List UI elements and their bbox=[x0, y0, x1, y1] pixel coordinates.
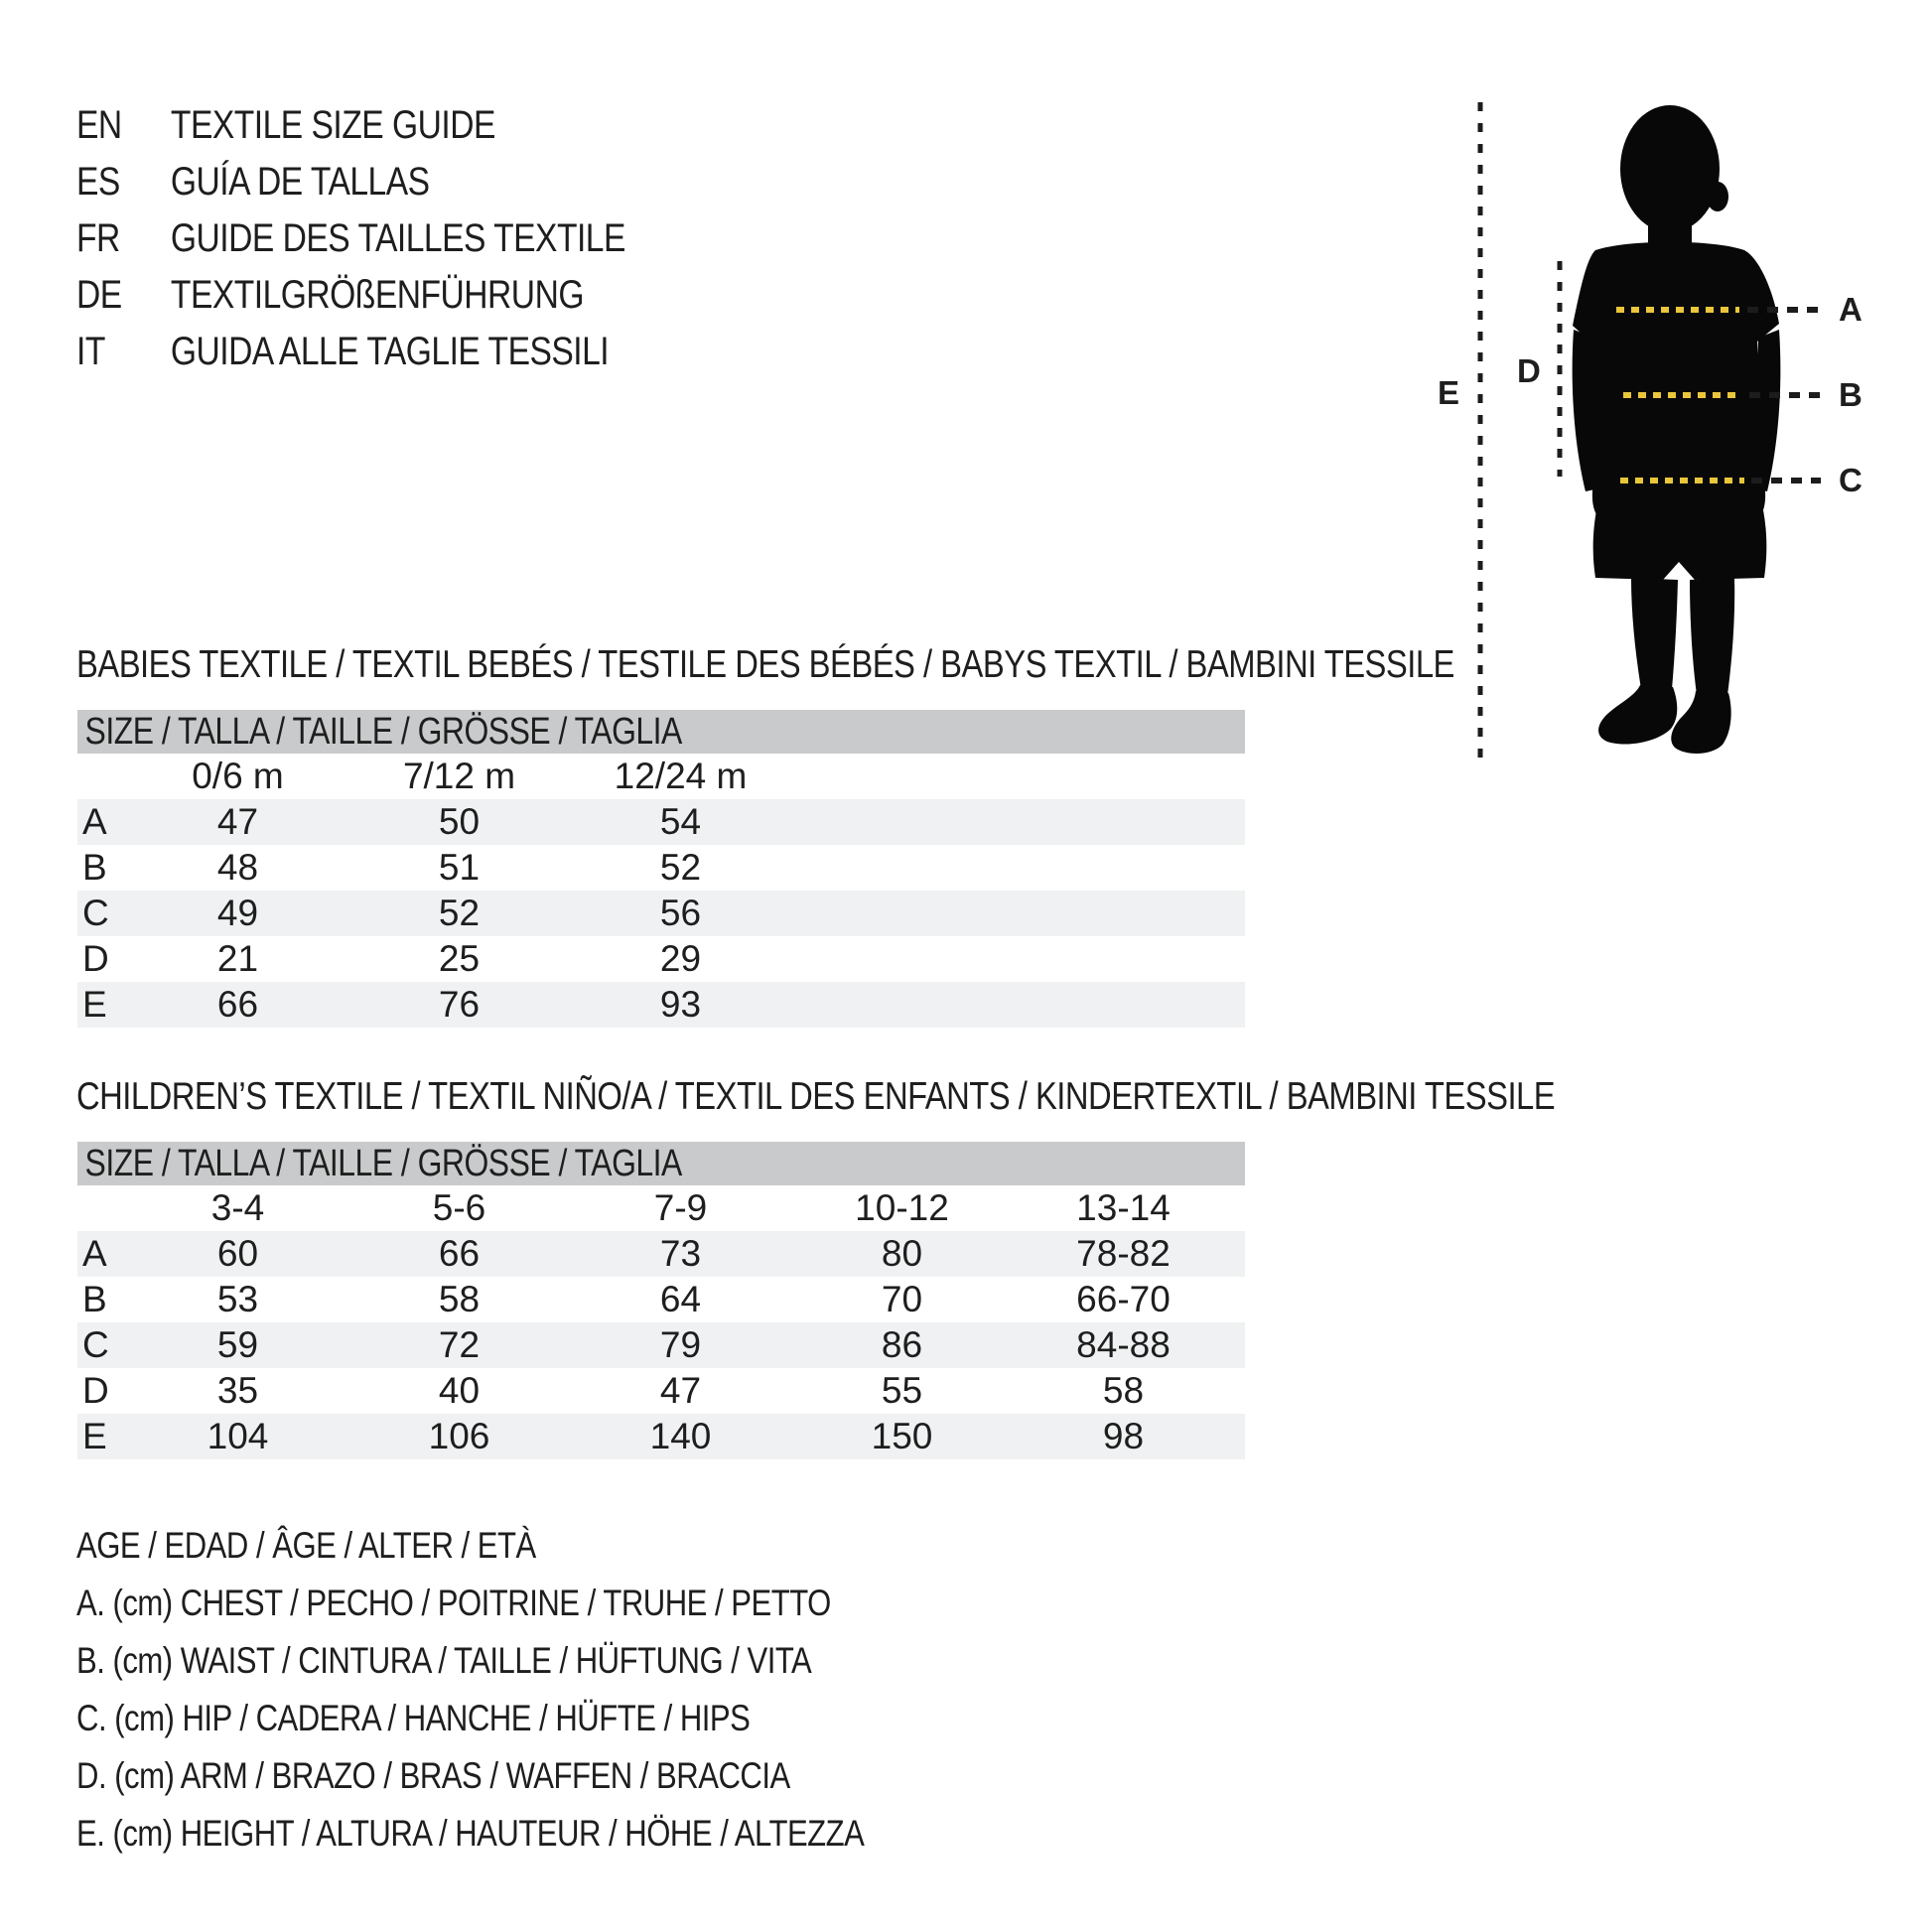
size-cell: 52 bbox=[438, 893, 481, 933]
column-header: 7/12 m bbox=[402, 756, 516, 796]
size-cell: 25 bbox=[438, 938, 481, 979]
size-cell: 50 bbox=[438, 801, 481, 842]
hip-line-label: C bbox=[1839, 462, 1863, 498]
language-row bbox=[76, 324, 625, 380]
table-row bbox=[77, 845, 1245, 891]
children-section-heading: CHILDREN’S TEXTILE / TEXTIL NIÑO/A / TEXTIL DES ENFANTS / KINDERTEXTIL / BAMBINI TESSILE bbox=[76, 1075, 1556, 1118]
size-cell: 52 bbox=[659, 847, 702, 888]
row-letter: E bbox=[82, 984, 107, 1025]
size-cell: 58 bbox=[1102, 1370, 1145, 1411]
size-cell: 78-82 bbox=[1076, 1233, 1171, 1274]
language-row bbox=[76, 154, 625, 210]
measurement-legend bbox=[76, 1517, 864, 1863]
row-letter: C bbox=[82, 1324, 109, 1365]
legend-line: E. (cm) HEIGHT / ALTURA / HAUTEUR / HÖHE / ALTEZZA bbox=[76, 1813, 865, 1854]
language-row bbox=[76, 97, 625, 154]
language-title: GUIDA ALLE TAGLIE TESSILI bbox=[170, 330, 610, 373]
row-letter: A bbox=[82, 801, 107, 842]
size-cell: 56 bbox=[659, 893, 702, 933]
size-cell: 64 bbox=[659, 1279, 702, 1319]
size-header-bar bbox=[77, 1142, 1245, 1185]
table-row bbox=[77, 982, 1245, 1028]
column-header-row bbox=[77, 1185, 1245, 1231]
size-cell: 60 bbox=[216, 1233, 259, 1274]
size-cell: 48 bbox=[216, 847, 259, 888]
legend-line: AGE / EDAD / ÂGE / ALTER / ETÀ bbox=[76, 1525, 536, 1566]
size-cell: 66 bbox=[438, 1233, 481, 1274]
legend-line: D. (cm) ARM / BRAZO / BRAS / WAFFEN / BRACCIA bbox=[76, 1755, 790, 1796]
row-letter: D bbox=[82, 938, 109, 979]
row-letter: E bbox=[82, 1416, 107, 1456]
size-cell: 80 bbox=[881, 1233, 923, 1274]
column-header: 3-4 bbox=[210, 1187, 265, 1228]
size-cell: 76 bbox=[438, 984, 481, 1025]
row-letter: B bbox=[82, 847, 107, 888]
language-title: TEXTILE SIZE GUIDE bbox=[170, 103, 495, 147]
language-code: FR bbox=[76, 216, 120, 260]
size-cell: 150 bbox=[871, 1416, 933, 1456]
size-cell: 104 bbox=[207, 1416, 269, 1456]
size-cell: 21 bbox=[216, 938, 259, 979]
language-code: EN bbox=[76, 103, 122, 147]
row-letter: D bbox=[82, 1370, 109, 1411]
size-cell: 47 bbox=[216, 801, 259, 842]
height-line-label: E bbox=[1438, 374, 1460, 411]
table-row bbox=[77, 891, 1245, 936]
chest-line-label: A bbox=[1839, 291, 1863, 328]
table-row bbox=[77, 1277, 1245, 1322]
column-header: 13-14 bbox=[1076, 1187, 1171, 1228]
size-cell: 66-70 bbox=[1076, 1279, 1171, 1319]
row-letter: A bbox=[82, 1233, 107, 1274]
size-cell: 54 bbox=[659, 801, 702, 842]
size-header-label: SIZE / TALLA / TAILLE / GRÖSSE / TAGLIA bbox=[84, 1142, 682, 1184]
children-size-table bbox=[77, 1142, 1245, 1459]
size-header-bar bbox=[77, 710, 1245, 754]
size-cell: 47 bbox=[659, 1370, 702, 1411]
table-row bbox=[77, 1414, 1245, 1459]
child-silhouette bbox=[1573, 105, 1781, 754]
language-row bbox=[76, 210, 625, 267]
column-header: 7-9 bbox=[653, 1187, 708, 1228]
language-title: GUÍA DE TALLAS bbox=[170, 160, 430, 204]
language-list bbox=[76, 97, 625, 380]
arm-line-label: D bbox=[1517, 352, 1541, 389]
babies-size-table bbox=[77, 710, 1245, 1028]
size-cell: 40 bbox=[438, 1370, 481, 1411]
language-code: DE bbox=[76, 273, 122, 317]
table-row bbox=[77, 799, 1245, 845]
size-cell: 49 bbox=[216, 893, 259, 933]
language-title: TEXTILGRÖßENFÜHRUNG bbox=[170, 273, 584, 317]
size-cell: 53 bbox=[216, 1279, 259, 1319]
table-row bbox=[77, 1322, 1245, 1368]
size-header-label: SIZE / TALLA / TAILLE / GRÖSSE / TAGLIA bbox=[84, 710, 682, 753]
table-row bbox=[77, 1231, 1245, 1277]
size-cell: 29 bbox=[659, 938, 702, 979]
row-letter: C bbox=[82, 893, 109, 933]
size-cell: 51 bbox=[438, 847, 481, 888]
size-cell: 79 bbox=[659, 1324, 702, 1365]
legend-line: B. (cm) WAIST / CINTURA / TAILLE / HÜFTUNG / VITA bbox=[76, 1640, 812, 1681]
column-header: 5-6 bbox=[432, 1187, 486, 1228]
language-row bbox=[76, 267, 625, 324]
size-cell: 66 bbox=[216, 984, 259, 1025]
size-cell: 140 bbox=[649, 1416, 712, 1456]
babies-section-heading: BABIES TEXTILE / TEXTIL BEBÉS / TESTILE DES BÉBÉS / BABYS TEXTIL / BAMBINI TESSILE bbox=[76, 643, 1454, 686]
legend-line: C. (cm) HIP / CADERA / HANCHE / HÜFTE / HIPS bbox=[76, 1698, 751, 1738]
table-row bbox=[77, 1368, 1245, 1414]
language-title: GUIDE DES TAILLES TEXTILE bbox=[170, 216, 625, 260]
column-header: 12/24 m bbox=[614, 756, 748, 796]
column-header: 0/6 m bbox=[192, 756, 284, 796]
size-cell: 55 bbox=[881, 1370, 923, 1411]
size-cell: 106 bbox=[428, 1416, 490, 1456]
waist-line-label: B bbox=[1839, 376, 1863, 413]
row-letter: B bbox=[82, 1279, 107, 1319]
size-cell: 73 bbox=[659, 1233, 702, 1274]
table-row bbox=[77, 936, 1245, 982]
size-cell: 70 bbox=[881, 1279, 923, 1319]
size-cell: 35 bbox=[216, 1370, 259, 1411]
language-code: ES bbox=[76, 160, 120, 204]
legend-line: A. (cm) CHEST / PECHO / POITRINE / TRUHE / PETTO bbox=[76, 1583, 831, 1623]
column-header: 10-12 bbox=[855, 1187, 949, 1228]
size-cell: 59 bbox=[216, 1324, 259, 1365]
size-cell: 86 bbox=[881, 1324, 923, 1365]
size-cell: 98 bbox=[1102, 1416, 1145, 1456]
column-header-row bbox=[77, 754, 1245, 799]
size-cell: 93 bbox=[659, 984, 702, 1025]
language-code: IT bbox=[76, 330, 105, 373]
size-cell: 72 bbox=[438, 1324, 481, 1365]
child-measurement-figure bbox=[1410, 60, 1932, 814]
size-cell: 84-88 bbox=[1076, 1324, 1171, 1365]
size-cell: 58 bbox=[438, 1279, 481, 1319]
